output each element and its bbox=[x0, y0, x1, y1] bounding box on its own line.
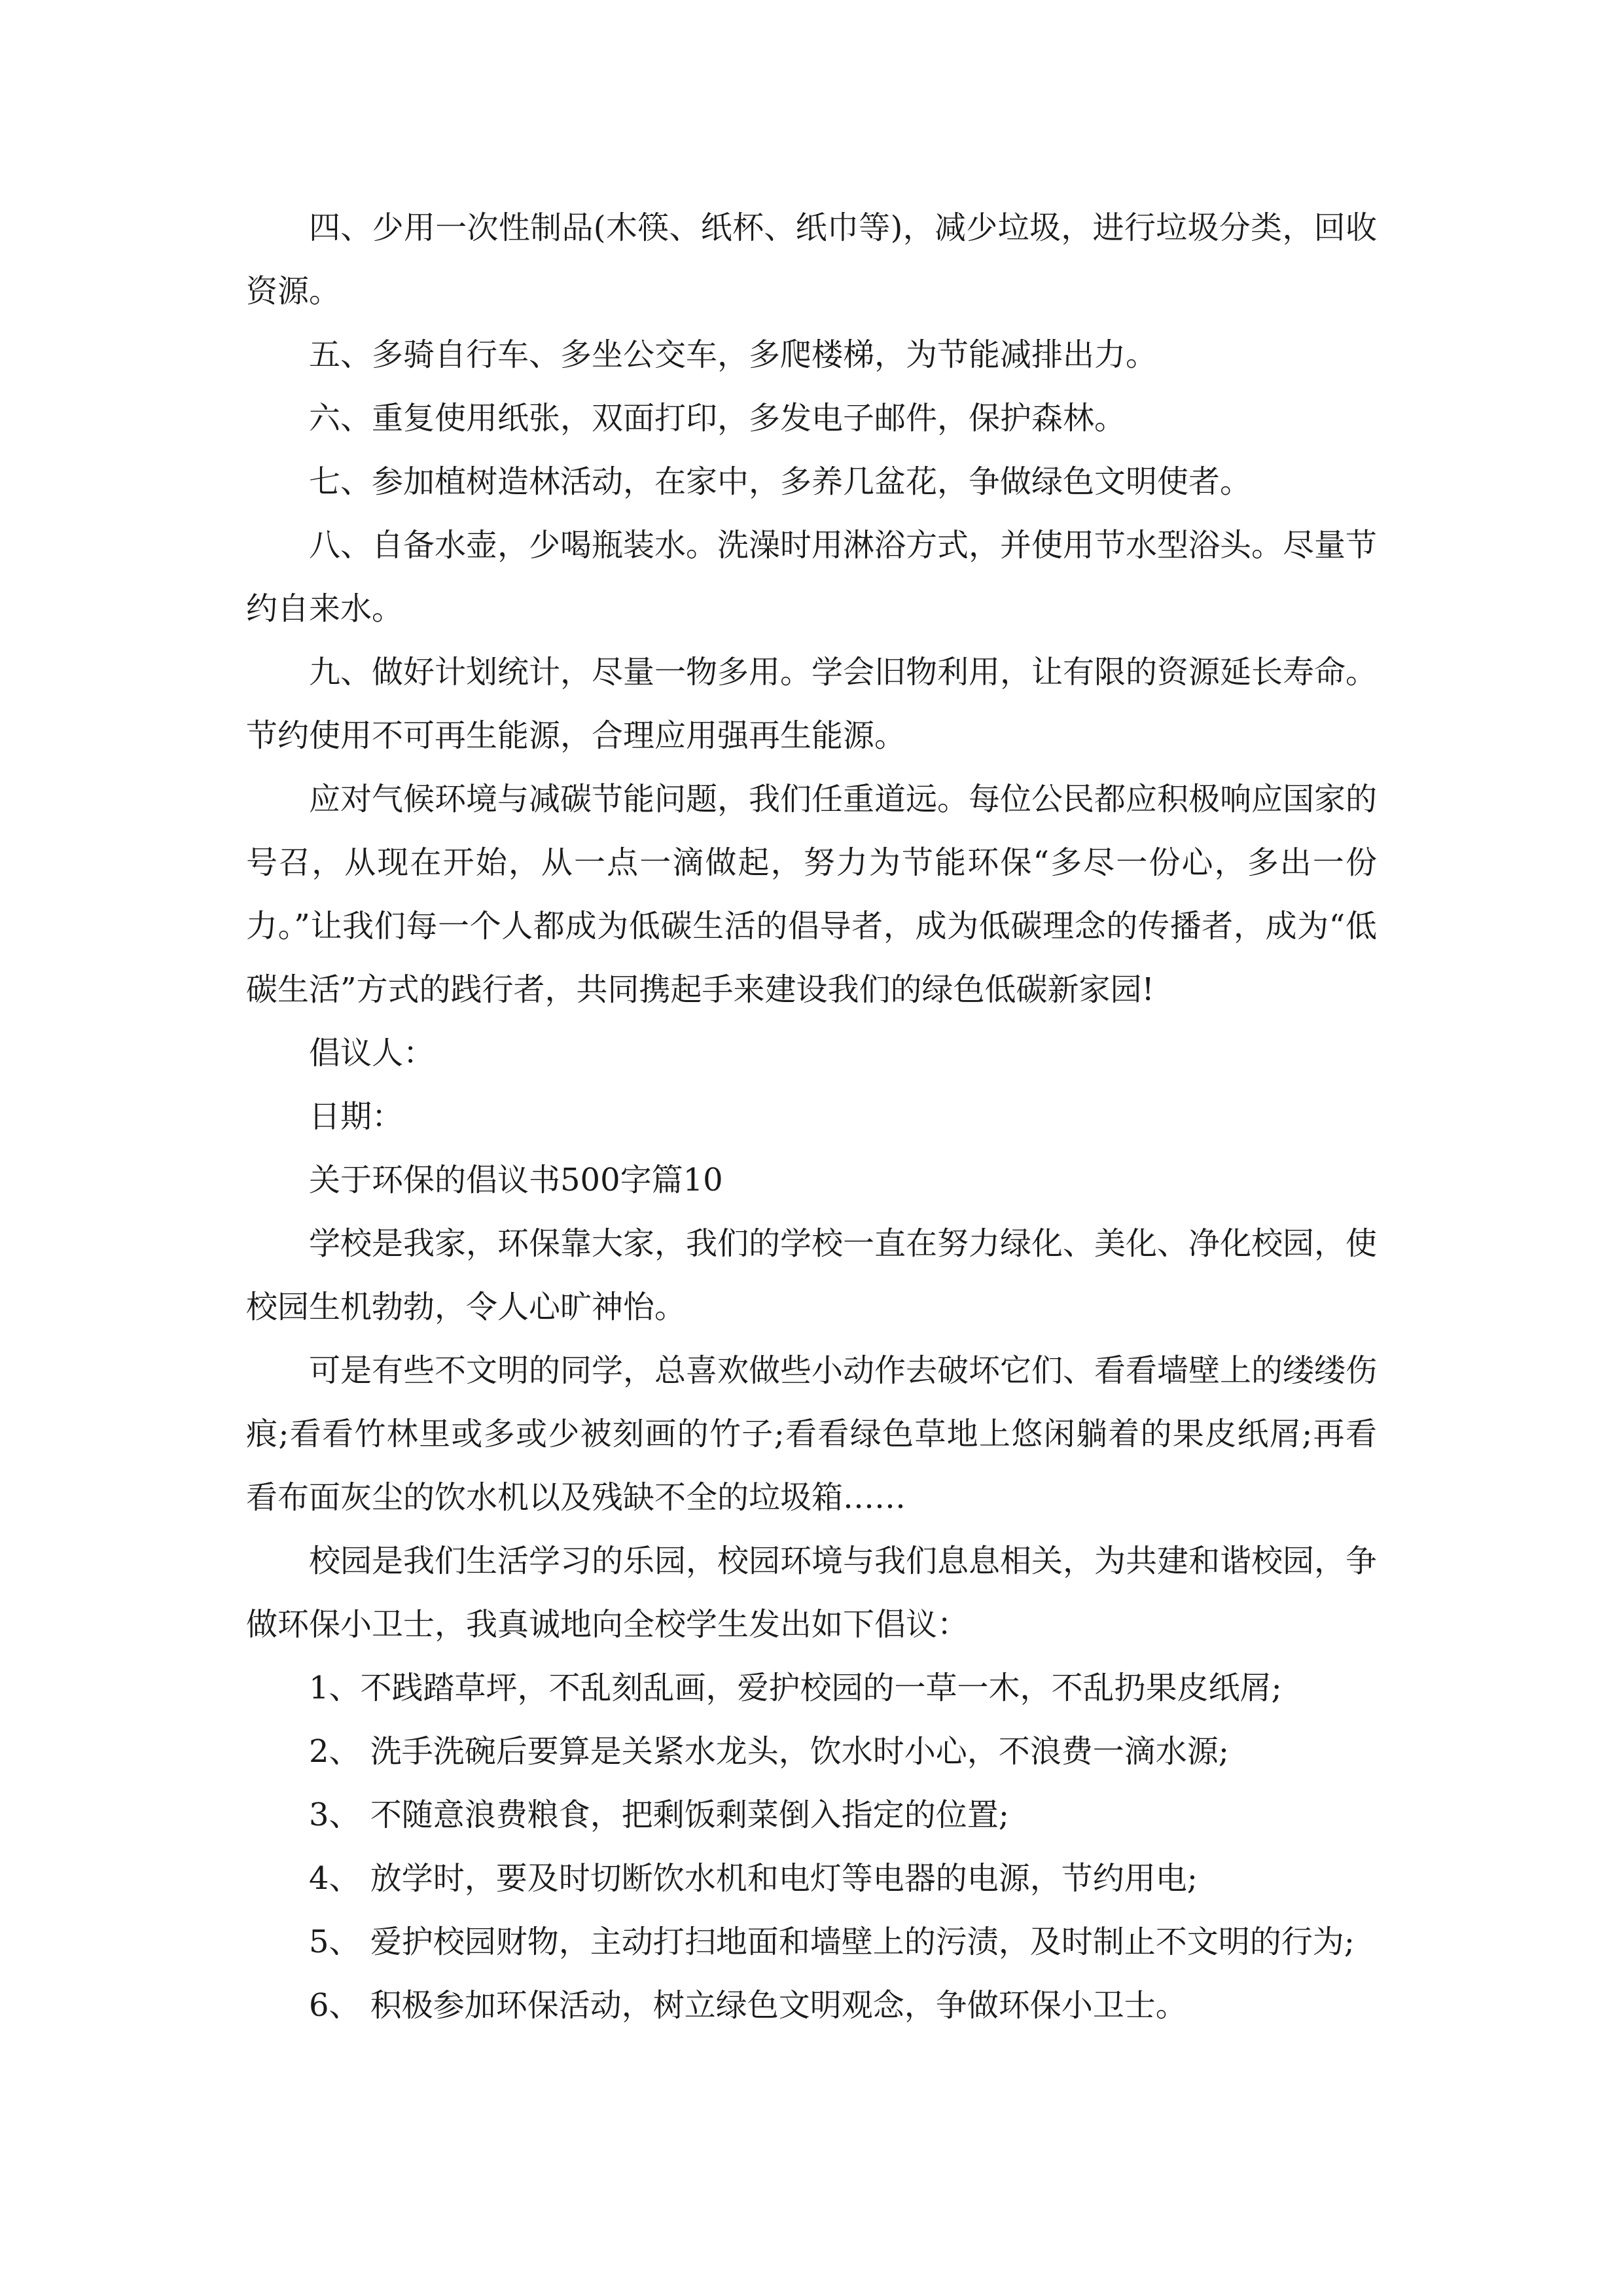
initiator-label: 倡议人： bbox=[309, 1035, 435, 1071]
paragraph-call: 校园是我们生活学习的乐园，校园环境与我们息息相关，为共建和谐校园，争做环保小卫士，我真诚地向全校学生发出如下倡议： bbox=[246, 1543, 1378, 1643]
paragraph-item-4: 四、少用一次性制品(木筷、纸杯、纸巾等)，减少垃圾，进行垃圾分类，回收资源。 bbox=[246, 209, 1377, 310]
list-item-2: 2、 洗手洗碗后要算是关紧水龙头，饮水时小心，不浪费一滴水源; bbox=[309, 1733, 1229, 1770]
section-title: 关于环保的倡议书500字篇10 bbox=[309, 1162, 723, 1198]
list-item-1: 1、不践踏草坪，不乱刻乱画，爱护校园的一草一木，不乱扔果皮纸屑; bbox=[309, 1670, 1282, 1706]
paragraph-item-6: 六、重复使用纸张，双面打印，多发电子邮件，保护森林。 bbox=[309, 400, 1126, 437]
paragraph-problem: 可是有些不文明的同学，总喜欢做些小动作去破坏它们、看看墙壁上的缕缕伤痕;看看竹林里或多或少被刻画的竹子;看看绿色草地上悠闲躺着的果皮纸屑;再看看布面灰尘的饮水机以及残缺不全的垃圾箱…… bbox=[246, 1352, 1378, 1516]
paragraph-item-5: 五、多骑自行车、多坐公交车，多爬楼梯，为节能减排出力。 bbox=[309, 336, 1158, 373]
list-item-6: 6、 积极参加环保活动，树立绿色文明观念，争做环保小卫士。 bbox=[309, 1987, 1187, 2024]
date-label: 日期： bbox=[309, 1098, 404, 1135]
list-item-4: 4、 放学时，要及时切断饮水机和电灯等电器的电源，节约用电; bbox=[309, 1860, 1198, 1897]
paragraph-item-7: 七、参加植树造林活动，在家中，多养几盆花，争做绿色文明使者。 bbox=[309, 463, 1252, 500]
paragraph-conclusion: 应对气候环境与减碳节能问题，我们任重道远。每位公民都应积极响应国家的号召，从现在开始，从一点一滴做起，努力为节能环保“多尽一份心，多出一份力。”让我们每一个人都成为低碳生活的倡导者，成为低碳理念的传播者，成为“低碳生活”方式的践行者，共同携起手来建设我们的绿色低碳新家园! bbox=[246, 781, 1378, 1008]
paragraph-item-8: 八、自备水壶，少喝瓶装水。洗澡时用淋浴方式，并使用节水型浴头。尽量节约自来水。 bbox=[246, 527, 1378, 627]
list-item-5: 5、 爱护校园财物，主动打扫地面和墙壁上的污渍，及时制止不文明的行为; bbox=[309, 1924, 1355, 1960]
paragraph-item-9: 九、做好计划统计，尽量一物多用。学会旧物利用，让有限的资源延长寿命。节约使用不可再生能源，合理应用强再生能源。 bbox=[246, 654, 1378, 754]
paragraph-intro: 学校是我家，环保靠大家，我们的学校一直在努力绿化、美化、净化校园，使校园生机勃勃，令人心旷神怡。 bbox=[246, 1225, 1378, 1325]
list-item-3: 3、 不随意浪费粮食，把剩饭剩菜倒入指定的位置; bbox=[309, 1797, 1009, 1833]
document-body bbox=[246, 196, 1377, 2037]
